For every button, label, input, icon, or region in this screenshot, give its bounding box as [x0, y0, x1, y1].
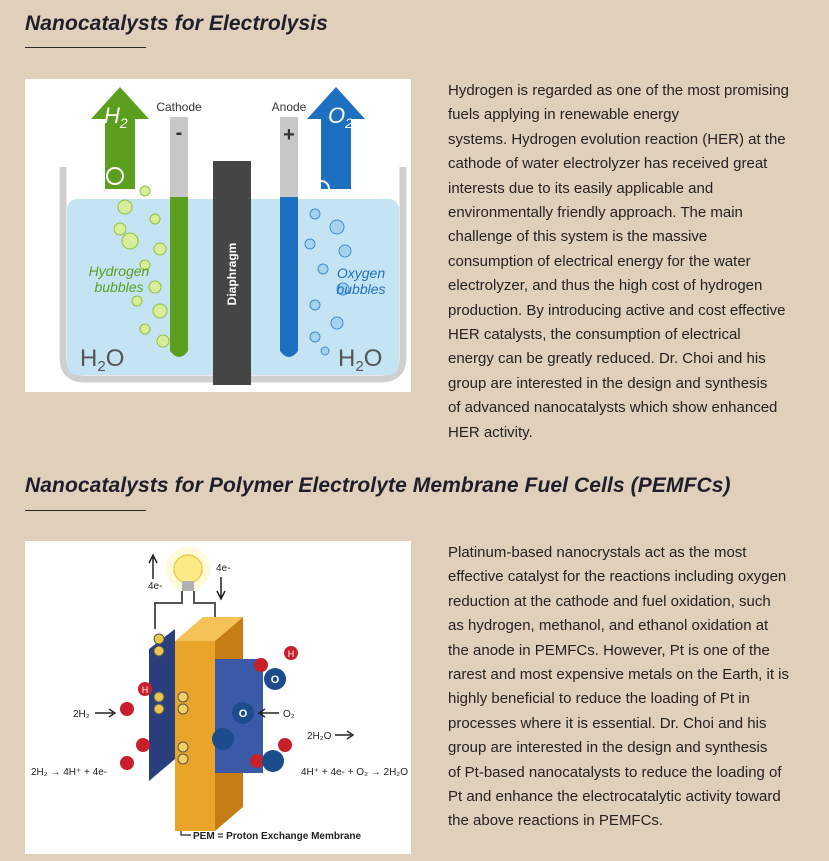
- h2-input-arrow-icon: [95, 709, 115, 717]
- cathode-electrode: [170, 197, 188, 357]
- oxygen-bubbles-label-line2: bubbles: [336, 281, 386, 297]
- pemfc-figure: [25, 541, 411, 854]
- paragraph-line: environmentally friendly approach. The main: [448, 204, 743, 222]
- pem-label: PEM = Proton Exchange Membrane: [193, 831, 362, 842]
- electron-up-arrow-icon: [149, 555, 157, 579]
- h2-arrow-icon: [91, 87, 149, 189]
- paragraph-line: HER activity.: [448, 423, 533, 441]
- hydrogen-bubbles-label-line2: bubbles: [94, 279, 144, 295]
- o2-arrow-label: $O_2$: [328, 103, 353, 131]
- paragraph-line: processes where it is essential. Dr. Choi and his: [448, 714, 767, 732]
- paragraph-line: HER catalysts, the consumption of electrical: [448, 326, 741, 344]
- paragraph-line: Hydrogen is regarded as one of the most promising: [448, 82, 790, 99]
- oxygen-bubbles-label-line1: Oxygen: [336, 265, 386, 281]
- anode-electrode: [280, 197, 298, 357]
- electron-down-arrow-icon: [217, 577, 225, 599]
- cathode-reaction: 4H⁺ + 4e- + O₂ → 2H₂O: [301, 767, 408, 778]
- plus-sign: +: [283, 124, 295, 146]
- h2o-output-label: 2H₂O: [307, 731, 332, 742]
- anode-reaction: 2H₂ → 4H⁺ + 4e-: [31, 767, 108, 778]
- o2-input-label: O₂: [283, 709, 295, 720]
- h2o-output-arrow-icon: [335, 731, 353, 739]
- pem-pointer-icon: [181, 831, 191, 835]
- paragraph-line: Platinum-based nanocrystals act as the most: [448, 544, 747, 561]
- water-right-label: $H_2O$: [338, 345, 383, 375]
- diaphragm-label: Diaphragm: [225, 242, 239, 306]
- section-title-electrolysis: Nanocatalysts for Electrolysis: [25, 12, 328, 35]
- hydrogen-bubbles-label-line1: Hydrogen: [88, 263, 150, 279]
- h2-input-label: 2H₂: [73, 709, 90, 720]
- paragraph-line: interests due to its easily applicable and: [448, 179, 714, 197]
- paragraph-line: fuels applying in renewable energy: [448, 106, 679, 124]
- paragraph-line: production. By introducing active and cost effective: [448, 301, 786, 319]
- electrolysis-paragraph: [448, 79, 789, 445]
- water-left-label: $H_2O$: [80, 345, 125, 375]
- section-title-pemfc: Nanocatalysts for Polymer Electrolyte Membrane Fuel Cells (PEMFCs): [25, 474, 731, 497]
- paragraph-line: the anode in PEMFCs. However, Pt is one of the: [448, 641, 770, 659]
- paragraph-line: of advanced nanocatalysts which show enhanced: [448, 399, 778, 417]
- o-atom-label: O: [270, 674, 280, 686]
- title-underline: [25, 47, 146, 48]
- o2-input-arrow-icon: [259, 709, 279, 717]
- paragraph-line: electrolyzer, and thus the high cost of hydrogen: [448, 277, 763, 295]
- anode-label: Anode: [271, 100, 307, 114]
- paragraph-line: challenge of this system is the massive: [448, 228, 708, 246]
- paragraph-line: effective catalyst for the reactions including oxygen: [448, 568, 787, 586]
- paragraph-line: group are interested in the design and synthesis: [448, 739, 768, 757]
- electrolysis-figure: [25, 79, 411, 392]
- paragraph-line: of Pt-based nanocatalysts to reduce the loading of: [448, 763, 782, 781]
- paragraph-line: Pt and enhance the electrocatalytic activity toward: [448, 788, 781, 806]
- light-bulb-icon: [166, 547, 210, 591]
- h2-arrow-label: $H_2$: [104, 103, 128, 131]
- membrane: [175, 641, 215, 831]
- h-atom-label: H: [287, 649, 295, 659]
- o-atom-label: O: [238, 708, 248, 720]
- minus-sign: -: [175, 122, 183, 144]
- h-atom-label: H: [141, 685, 149, 695]
- paragraph-line: energy can be greatly reduced. Dr. Choi and his: [448, 350, 766, 368]
- cathode-label: Cathode: [156, 100, 202, 114]
- paragraph-line: group are interested in the design and synthesis: [448, 374, 768, 392]
- paragraph-line: highly beneficial to reduce the loading of Pt in: [448, 690, 750, 708]
- pemfc-paragraph: [448, 541, 789, 834]
- paragraph-line: the above reactions in PEMFCs.: [448, 812, 664, 830]
- paragraph-line: rarest and most expensive metals on the Earth, it is: [448, 666, 789, 684]
- paragraph-line: as hydrogen, methanol, and ethanol oxidation at: [448, 617, 769, 635]
- title-underline: [25, 510, 146, 511]
- paragraph-line: reduction at the cathode and fuel oxidation, such: [448, 592, 771, 610]
- electron-right-label: 4e-: [216, 563, 231, 574]
- paragraph-line: systems. Hydrogen evolution reaction (HER) at the: [448, 130, 786, 148]
- paragraph-line: cathode of water electrolyzer has received great: [448, 155, 768, 173]
- electron-left-label: 4e-: [148, 581, 163, 592]
- paragraph-line: consumption of electrical energy for the water: [448, 252, 751, 270]
